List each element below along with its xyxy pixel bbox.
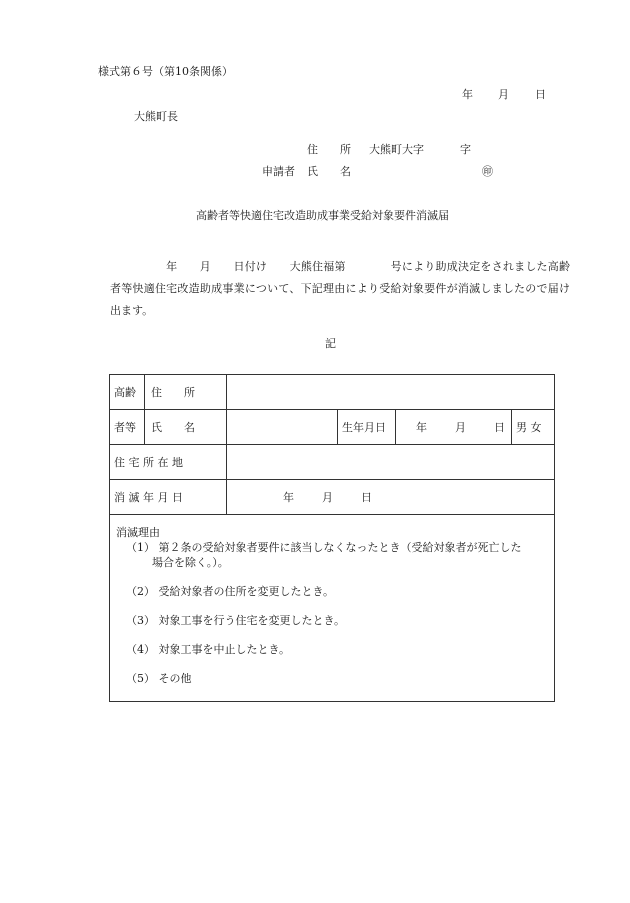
date-year: 年: [462, 88, 473, 101]
reason-num: （4）: [126, 643, 155, 656]
reason-text: 対象工事を行う住宅を変更したとき。: [158, 614, 346, 627]
reason-text: 第２条の受給対象者要件に該当しなくなったとき（受給対象者が死亡した: [158, 541, 522, 554]
elderly-address-field[interactable]: [227, 375, 555, 410]
elderly-label-1: 高齢: [110, 375, 145, 410]
elderly-name-field[interactable]: [227, 410, 338, 445]
reason-num: （2）: [126, 585, 155, 598]
document-title: 高齢者等快適住宅改造助成事業受給対象要件消滅届: [196, 209, 449, 222]
form-number: 様式第６号（第10条関係）: [98, 65, 233, 78]
applicant-address-value: 大熊町大字: [369, 143, 424, 156]
birth-month-label: 月: [455, 421, 466, 434]
ext-day-label: 日: [361, 491, 372, 504]
applicant-aza: 字: [460, 143, 471, 156]
date-day: 日: [535, 88, 546, 101]
date-month: 月: [498, 88, 509, 101]
reason-item-5: [116, 671, 548, 686]
ext-year-label: 年: [283, 491, 294, 504]
name-label: 氏 名: [151, 421, 195, 434]
extinction-date-field[interactable]: [227, 480, 555, 515]
reason-num: （3）: [126, 614, 155, 627]
body-text: 年 月 日付け 大熊住福第 号により助成決定をされました高齢者等快適住宅改造助成事業について、下記理由により受給対象要件が消滅しましたので届け出ます。: [110, 260, 570, 317]
residence-field[interactable]: [227, 445, 555, 480]
elderly-name-label-cell: [145, 410, 227, 445]
ext-month-label: 月: [322, 491, 333, 504]
extinction-date-label: 消 滅 年 月 日: [110, 480, 227, 515]
reason-text: その他: [158, 672, 192, 685]
applicant-address-label: 住 所: [307, 143, 351, 156]
birthdate-label: 生年月日: [338, 410, 396, 445]
elderly-address-label-cell: [145, 375, 227, 410]
birth-day-label: 日: [494, 421, 505, 434]
applicant-name-label: 氏 名: [307, 165, 351, 178]
reason-item-3: [116, 613, 548, 628]
reason-item-1: [116, 540, 548, 570]
seal-mark: ㊞: [482, 165, 493, 178]
addressee: 大熊町長: [134, 110, 178, 123]
reason-num: （1）: [126, 541, 155, 554]
address-label: 住 所: [151, 386, 195, 399]
reason-text: 受給対象者の住所を変更したとき。: [158, 585, 335, 598]
application-form-table: [109, 374, 555, 702]
reason-num: （5）: [126, 672, 155, 685]
applicant-label: 申請者: [262, 165, 295, 178]
residence-label: 住 宅 所 在 地: [110, 445, 227, 480]
ki-label: 記: [325, 337, 336, 350]
birth-year-label: 年: [416, 421, 427, 434]
reasons-title: 消滅理由: [116, 526, 160, 539]
reason-text: 対象工事を中止したとき。: [158, 643, 291, 656]
reason-item-2: [116, 584, 548, 599]
reason-text-cont: 場合を除く。）。: [152, 556, 229, 569]
reasons-cell: [110, 515, 555, 702]
sex-field[interactable]: 男 女: [512, 410, 555, 445]
elderly-label-2: 者等: [110, 410, 145, 445]
birthdate-field[interactable]: [396, 410, 512, 445]
reason-item-4: [116, 642, 548, 657]
